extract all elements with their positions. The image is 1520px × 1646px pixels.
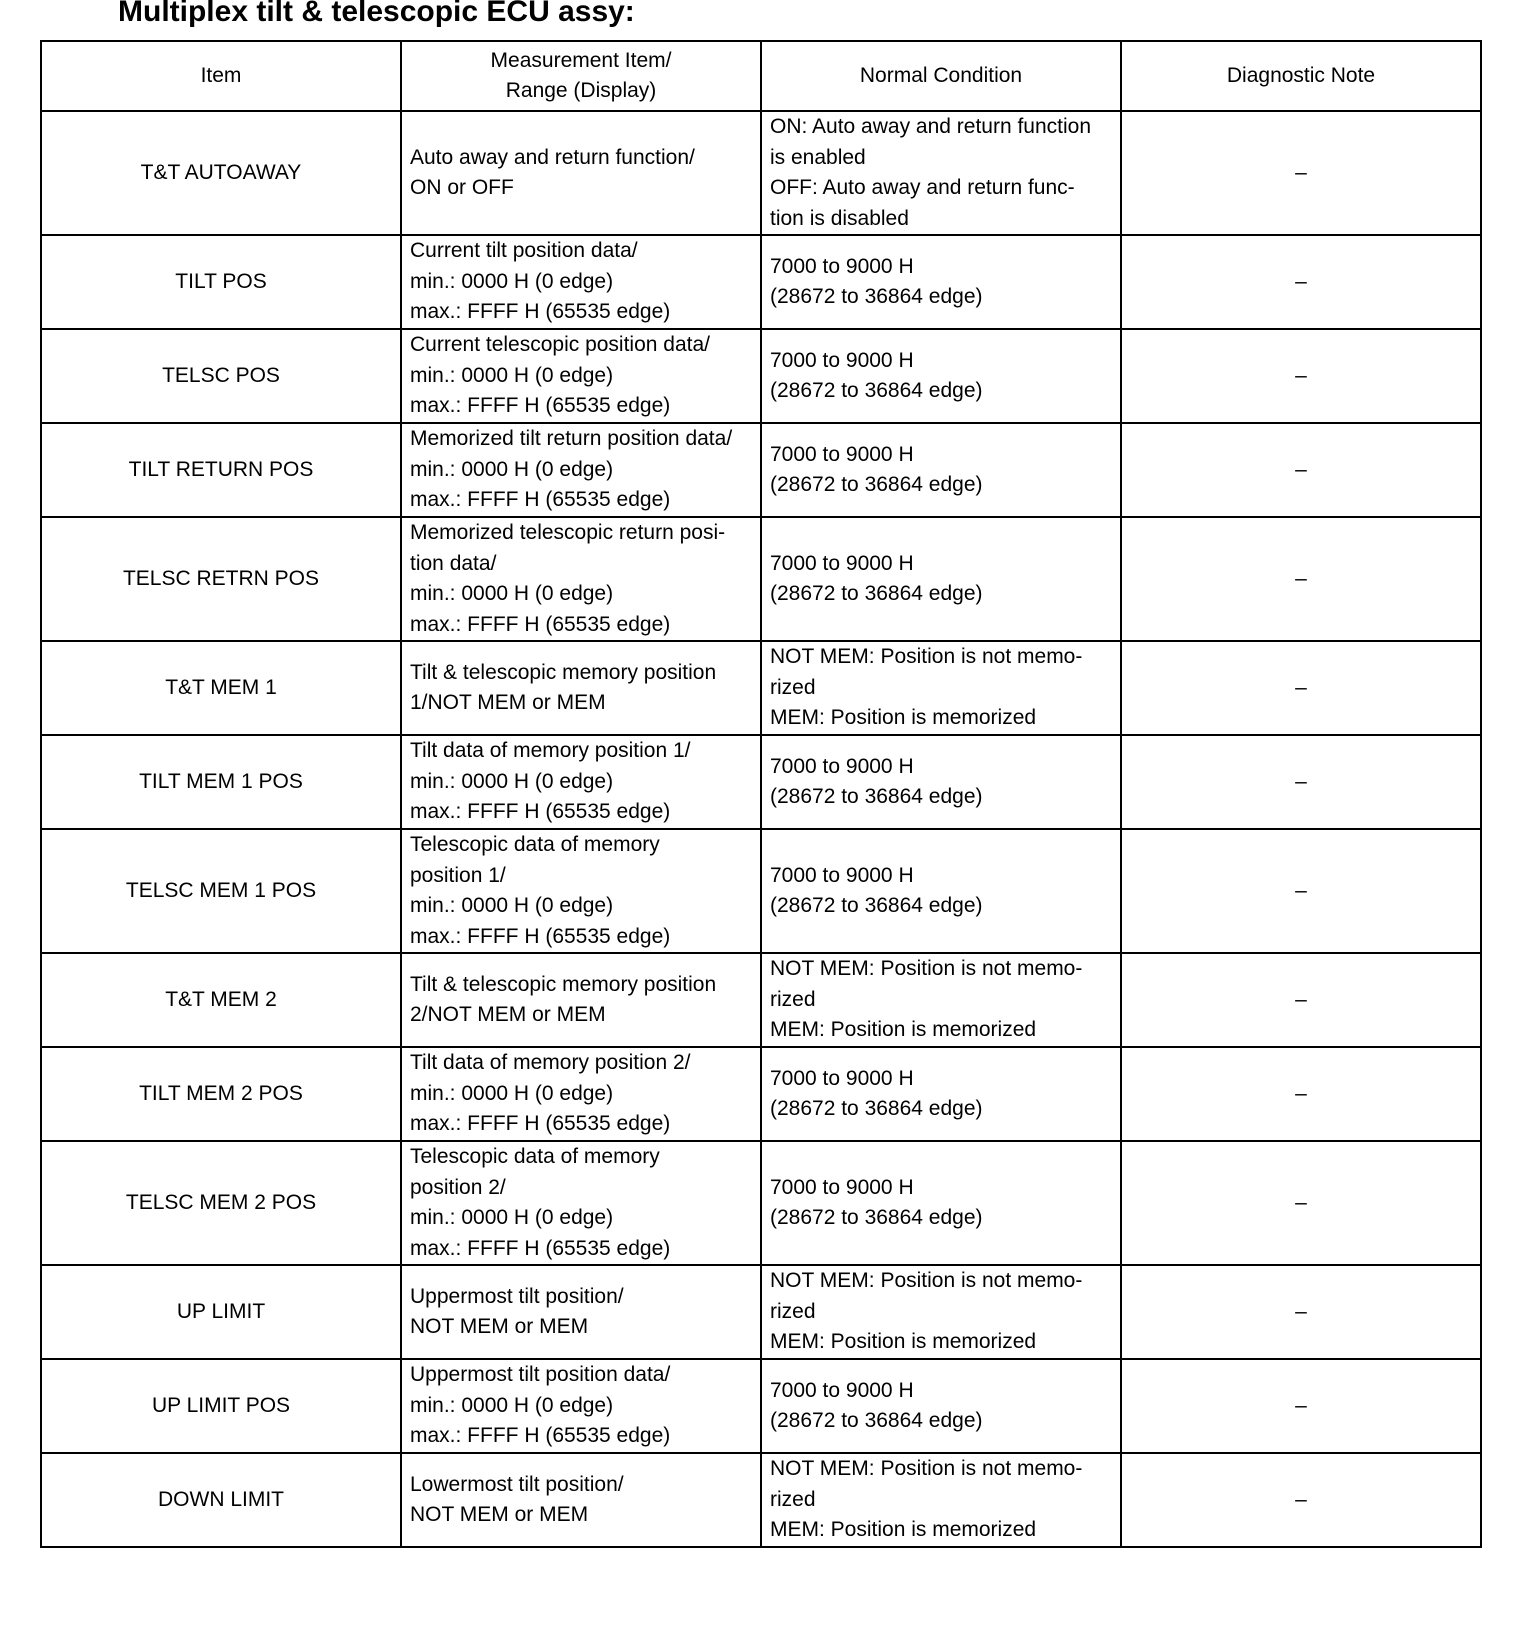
normal-condition-cell [761, 423, 1121, 517]
measurement-range-line: Tilt & telescopic memory position [410, 660, 717, 684]
normal-condition-cell [761, 641, 1121, 735]
normal-condition-line: 7000 to 9000 H [770, 1066, 914, 1090]
item-cell: UP LIMIT [41, 1265, 401, 1359]
normal-condition-line: MEM: Position is memorized [770, 706, 1037, 730]
measurement-range-line: min.: 0000 H (0 edge) [410, 1206, 614, 1229]
measurement-range-line: min.: 0000 H (0 edge) [410, 894, 614, 917]
normal-condition-line: NOT MEM: Position is not memo- [770, 957, 1083, 981]
normal-condition-line: NOT MEM: Position is not memo- [770, 1269, 1083, 1293]
normal-condition-line: 7000 to 9000 H [770, 442, 914, 466]
diagnostic-note-cell: – [1121, 953, 1481, 1047]
item-cell: UP LIMIT POS [41, 1359, 401, 1453]
normal-condition-line: (28672 to 36864 edge) [770, 285, 983, 308]
item-cell: DOWN LIMIT [41, 1453, 401, 1547]
normal-condition-line: (28672 to 36864 edge) [770, 1206, 983, 1229]
normal-condition-line: (28672 to 36864 edge) [770, 785, 983, 808]
table-header-row [41, 41, 1481, 111]
measurement-range-line: Memorized tilt return position data/ [410, 427, 733, 451]
page-title: Multiplex tilt & telescopic ECU assy: [118, 0, 635, 28]
measurement-range-line: max.: FFFF H (65535 edge) [410, 612, 671, 636]
measurement-range-line: min.: 0000 H (0 edge) [410, 269, 614, 293]
measurement-range-line: Uppermost tilt position/ [410, 1284, 624, 1308]
measurement-range-cell [401, 1265, 761, 1359]
header-item: Item [41, 41, 401, 111]
measurement-range-line: max.: FFFF H (65535 edge) [410, 924, 671, 948]
measurement-range-line: 2/NOT MEM or MEM [410, 1003, 606, 1026]
diagnostic-note-cell: – [1121, 829, 1481, 953]
measurement-range-line: max.: FFFF H (65535 edge) [410, 394, 671, 418]
table-row [41, 517, 1481, 641]
diagnostic-note-cell: – [1121, 423, 1481, 517]
diagnostic-note-cell: – [1121, 1453, 1481, 1547]
normal-condition-line: NOT MEM: Position is not memo- [770, 1457, 1083, 1481]
normal-condition-line: rized [770, 675, 816, 699]
normal-condition-line: rized [770, 1487, 816, 1511]
header-normal-condition: Normal Condition [761, 41, 1121, 111]
normal-condition-line: is enabled [770, 145, 866, 169]
measurement-range-line: max.: FFFF H (65535 edge) [410, 488, 671, 512]
normal-condition-line: OFF: Auto away and return func- [770, 176, 1075, 199]
normal-condition-cell [761, 953, 1121, 1047]
item-cell: T&T MEM 2 [41, 953, 401, 1047]
table-row [41, 829, 1481, 953]
measurement-range-cell [401, 517, 761, 641]
normal-condition-cell [761, 1453, 1121, 1547]
item-cell: T&T AUTOAWAY [41, 111, 401, 235]
normal-condition-cell [761, 235, 1121, 329]
table-row [41, 735, 1481, 829]
diagnostic-note-cell: – [1121, 235, 1481, 329]
measurement-range-cell [401, 953, 761, 1047]
diagnostic-note-cell: – [1121, 1047, 1481, 1141]
measurement-range-line: NOT MEM or MEM [410, 1315, 589, 1338]
normal-condition-line: 7000 to 9000 H [770, 863, 914, 887]
item-cell: TELSC POS [41, 329, 401, 423]
item-cell: TELSC MEM 1 POS [41, 829, 401, 953]
measurement-range-cell [401, 423, 761, 517]
measurement-range-line: tion data/ [410, 551, 497, 575]
normal-condition-cell [761, 1141, 1121, 1265]
normal-condition-cell [761, 735, 1121, 829]
normal-condition-line: (28672 to 36864 edge) [770, 473, 983, 496]
normal-condition-line: 7000 to 9000 H [770, 348, 914, 372]
measurement-range-line: Tilt data of memory position 1/ [410, 739, 691, 763]
normal-condition-cell [761, 517, 1121, 641]
diagnostic-note-cell: – [1121, 517, 1481, 641]
item-cell: TILT MEM 1 POS [41, 735, 401, 829]
item-cell: TILT MEM 2 POS [41, 1047, 401, 1141]
normal-condition-line: (28672 to 36864 edge) [770, 894, 983, 917]
item-cell: TILT RETURN POS [41, 423, 401, 517]
measurement-range-line: Telescopic data of memory [410, 833, 660, 856]
table-row [41, 423, 1481, 517]
header-diagnostic-note: Diagnostic Note [1121, 41, 1481, 111]
header-measurement-line: Measurement Item/ [490, 48, 672, 72]
diagnostic-note-cell: – [1121, 329, 1481, 423]
item-cell: TELSC MEM 2 POS [41, 1141, 401, 1265]
item-cell: T&T MEM 1 [41, 641, 401, 735]
measurement-range-line: Current tilt position data/ [410, 239, 638, 263]
table-row [41, 235, 1481, 329]
normal-condition-line: 7000 to 9000 H [770, 254, 914, 278]
measurement-range-line: position 1/ [410, 863, 506, 887]
normal-condition-line: ON: Auto away and return function [770, 115, 1092, 138]
normal-condition-line: (28672 to 36864 edge) [770, 379, 983, 402]
measurement-range-line: min.: 0000 H (0 edge) [410, 457, 614, 481]
normal-condition-line: NOT MEM: Position is not memo- [770, 645, 1083, 669]
normal-condition-line: 7000 to 9000 H [770, 1378, 914, 1402]
measurement-range-line: max.: FFFF H (65535 edge) [410, 1236, 671, 1260]
normal-condition-cell [761, 1265, 1121, 1359]
table-row [41, 953, 1481, 1047]
table-row [41, 1047, 1481, 1141]
measurement-range-line: position 2/ [410, 1175, 506, 1199]
measurement-range-line: 1/NOT MEM or MEM [410, 691, 606, 714]
normal-condition-line: (28672 to 36864 edge) [770, 1409, 983, 1432]
measurement-range-cell [401, 235, 761, 329]
measurement-range-line: min.: 0000 H (0 edge) [410, 769, 614, 793]
normal-condition-line: rized [770, 1299, 816, 1323]
diagnostic-note-cell: – [1121, 735, 1481, 829]
measurement-range-cell [401, 329, 761, 423]
table-row [41, 1141, 1481, 1265]
measurement-range-cell [401, 1453, 761, 1547]
measurement-range-line: Telescopic data of memory [410, 1145, 660, 1168]
measurement-range-line: min.: 0000 H (0 edge) [410, 582, 614, 605]
item-cell: TILT POS [41, 235, 401, 329]
normal-condition-cell [761, 1047, 1121, 1141]
diagnostic-note-cell: – [1121, 1359, 1481, 1453]
normal-condition-line: MEM: Position is memorized [770, 1518, 1037, 1542]
measurement-range-line: Tilt data of memory position 2/ [410, 1051, 691, 1075]
table-row [41, 1453, 1481, 1547]
measurement-range-line: max.: FFFF H (65535 edge) [410, 300, 671, 324]
measurement-range-line: ON or OFF [410, 176, 514, 199]
table-body [41, 111, 1481, 1547]
diagnostic-note-cell: – [1121, 111, 1481, 235]
diagnostic-note-cell: – [1121, 1265, 1481, 1359]
measurement-range-cell [401, 1141, 761, 1265]
measurement-range-line: Auto away and return function/ [410, 145, 695, 169]
diagnostic-note-cell: – [1121, 641, 1481, 735]
normal-condition-line: 7000 to 9000 H [770, 1175, 914, 1199]
measurement-range-line: min.: 0000 H (0 edge) [410, 1393, 614, 1417]
table-row [41, 111, 1481, 235]
normal-condition-cell [761, 329, 1121, 423]
measurement-range-line: NOT MEM or MEM [410, 1503, 589, 1526]
table-row [41, 1359, 1481, 1453]
item-cell: TELSC RETRN POS [41, 517, 401, 641]
normal-condition-line: tion is disabled [770, 206, 909, 230]
header-measurement-line: Range (Display) [505, 79, 657, 102]
normal-condition-line: MEM: Position is memorized [770, 1330, 1037, 1354]
table-row [41, 641, 1481, 735]
normal-condition-line: 7000 to 9000 H [770, 551, 914, 575]
normal-condition-line: 7000 to 9000 H [770, 754, 914, 778]
measurement-range-line: Current telescopic position data/ [410, 333, 710, 357]
measurement-range-line: Tilt & telescopic memory position [410, 972, 717, 996]
measurement-range-line: max.: FFFF H (65535 edge) [410, 1424, 671, 1448]
table-row [41, 329, 1481, 423]
data-monitor-table [40, 40, 1482, 1548]
measurement-range-cell [401, 641, 761, 735]
measurement-range-cell [401, 111, 761, 235]
normal-condition-cell [761, 1359, 1121, 1453]
measurement-range-line: Memorized telescopic return posi- [410, 521, 726, 544]
measurement-range-line: Lowermost tilt position/ [410, 1472, 624, 1496]
normal-condition-cell [761, 111, 1121, 235]
measurement-range-cell [401, 1047, 761, 1141]
measurement-range-cell [401, 735, 761, 829]
normal-condition-line: (28672 to 36864 edge) [770, 582, 983, 605]
table-row [41, 1265, 1481, 1359]
measurement-range-line: min.: 0000 H (0 edge) [410, 363, 614, 387]
header-measurement [401, 41, 761, 111]
measurement-range-line: min.: 0000 H (0 edge) [410, 1081, 614, 1105]
measurement-range-cell [401, 829, 761, 953]
measurement-range-line: Uppermost tilt position data/ [410, 1363, 671, 1387]
measurement-range-line: max.: FFFF H (65535 edge) [410, 800, 671, 824]
normal-condition-line: MEM: Position is memorized [770, 1018, 1037, 1042]
normal-condition-line: rized [770, 987, 816, 1011]
diagnostic-note-cell: – [1121, 1141, 1481, 1265]
normal-condition-cell [761, 829, 1121, 953]
normal-condition-line: (28672 to 36864 edge) [770, 1097, 983, 1120]
measurement-range-cell [401, 1359, 761, 1453]
measurement-range-line: max.: FFFF H (65535 edge) [410, 1112, 671, 1136]
